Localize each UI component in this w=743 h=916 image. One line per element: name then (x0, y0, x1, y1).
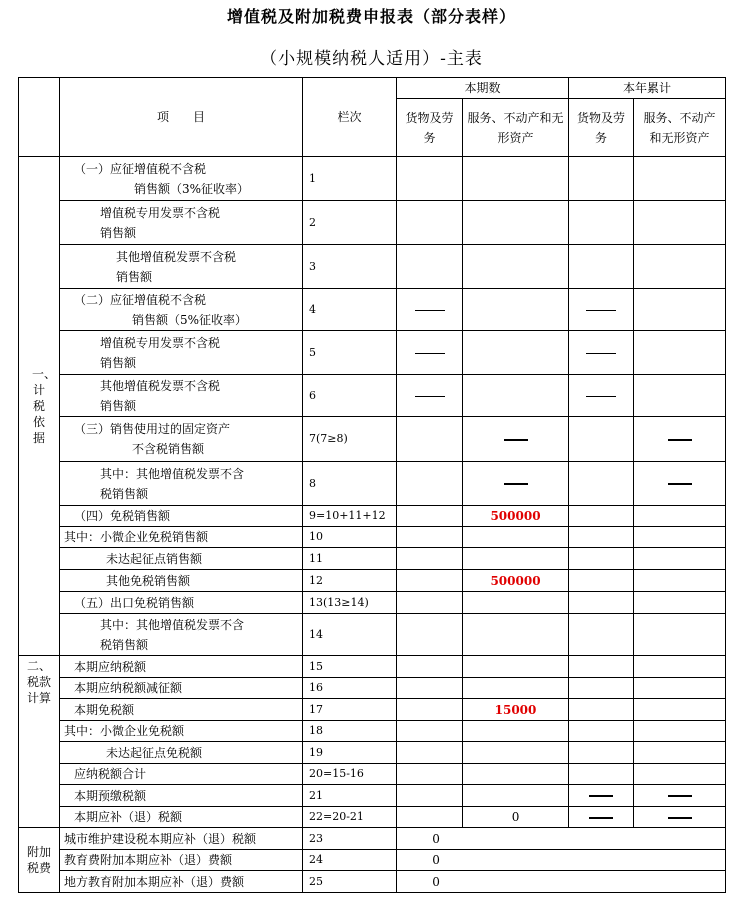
cell (634, 375, 726, 417)
row-lineno: 20=15-16 (303, 764, 397, 785)
cell (463, 201, 569, 245)
table-row-label: 其中：其他增值税发票不含 税销售额 (60, 614, 303, 656)
row-lineno: 24 (303, 850, 397, 871)
cell (463, 289, 569, 331)
header-services-current: 服务、不动产和无形资产 (463, 99, 569, 157)
row-lineno: 23 (303, 828, 397, 850)
cell (569, 614, 634, 656)
section-surcharges (19, 828, 60, 893)
cell (634, 157, 726, 201)
cell-dash (397, 289, 463, 331)
cell (397, 764, 463, 785)
table-row-label: 增值税专用发票不含税 销售额 (60, 331, 303, 375)
row-lineno: 3 (303, 245, 397, 289)
cell (634, 245, 726, 289)
cell (463, 157, 569, 201)
cell (463, 721, 569, 742)
cell (569, 764, 634, 785)
value-cell: 15000 (463, 699, 569, 721)
cell (569, 699, 634, 721)
cell (634, 527, 726, 548)
table-row-label: 未达起征点销售额 (60, 548, 303, 570)
row-lineno: 17 (303, 699, 397, 721)
dash-mark (504, 439, 528, 441)
row-lineno: 6 (303, 375, 397, 417)
cell (397, 417, 463, 462)
cell (634, 331, 726, 375)
cell (569, 548, 634, 570)
header-lineno: 栏次 (303, 78, 397, 157)
dash-mark (668, 795, 692, 797)
dash-mark (415, 396, 445, 397)
table-row-label: 应纳税额合计 (60, 764, 303, 785)
cell (634, 592, 726, 614)
row-lineno: 22=20-21 (303, 807, 397, 828)
cell (397, 699, 463, 721)
dash-mark (589, 795, 613, 797)
row-lineno: 19 (303, 742, 397, 764)
cell (634, 506, 726, 527)
header-goods-year: 货物及劳务 (569, 99, 634, 157)
table-row-label: 其中：其他增值税发票不含 税销售额 (60, 462, 303, 506)
dash-mark (668, 439, 692, 441)
cell (634, 699, 726, 721)
cell-dash (463, 462, 569, 506)
cell (634, 721, 726, 742)
row-lineno: 21 (303, 785, 397, 807)
table-row-label: 其他增值税发票不含税 销售额 (60, 375, 303, 417)
form-title: 增值税及附加税费申报表（部分表样） (226, 7, 516, 26)
cell (569, 506, 634, 527)
table-row-label: 教育费附加本期应补（退）费额 (60, 850, 303, 871)
value-cell: 0 (397, 871, 726, 893)
cell-dash (397, 375, 463, 417)
table-row-label: 本期应纳税额 (60, 656, 303, 678)
cell (463, 742, 569, 764)
cell (634, 614, 726, 656)
cell-dash (463, 417, 569, 462)
dash-mark (586, 396, 616, 397)
table-row-label: （三）销售使用过的固定资产 不含税销售额 (60, 417, 303, 462)
table-row-label: （四）免税销售额 (60, 506, 303, 527)
cell (569, 201, 634, 245)
table-row-label: 城市维护建设税本期应补（退）税额 (60, 828, 303, 850)
table-row-label: （一）应征增值税不含税 销售额（3%征收率） (60, 157, 303, 201)
dash-mark (415, 353, 445, 354)
cell (569, 592, 634, 614)
cell (397, 614, 463, 656)
row-lineno: 1 (303, 157, 397, 201)
cell (569, 157, 634, 201)
dash-mark (589, 817, 613, 819)
row-lineno: 10 (303, 527, 397, 548)
tax-return-table (18, 77, 726, 893)
cell (397, 157, 463, 201)
cell (397, 506, 463, 527)
cell (397, 570, 463, 592)
cell (463, 785, 569, 807)
row-lineno: 11 (303, 548, 397, 570)
header-current-period: 本期数 (397, 78, 569, 99)
cell-dash (634, 785, 726, 807)
cell (397, 678, 463, 699)
section-tax-calc (19, 656, 60, 828)
cell (569, 678, 634, 699)
header-services-year: 服务、不动产和无形资产 (634, 99, 726, 157)
section-tax-calc-label: 二、税款计算 (26, 659, 51, 705)
row-lineno: 25 (303, 871, 397, 893)
cell (569, 570, 634, 592)
cell (463, 614, 569, 656)
value-cell: 0 (397, 828, 726, 850)
value-cell: 0 (397, 850, 726, 871)
value-cell: 500000 (463, 570, 569, 592)
row-lineno: 4 (303, 289, 397, 331)
cell (463, 245, 569, 289)
dash-mark (415, 310, 445, 311)
cell (569, 417, 634, 462)
cell (569, 656, 634, 678)
row-lineno: 18 (303, 721, 397, 742)
row-lineno: 8 (303, 462, 397, 506)
cell (397, 721, 463, 742)
cell (569, 721, 634, 742)
cell-dash (569, 289, 634, 331)
cell (569, 462, 634, 506)
cell (397, 245, 463, 289)
cell (397, 462, 463, 506)
header-item: 项 目 (60, 78, 303, 157)
cell (634, 201, 726, 245)
cell (463, 527, 569, 548)
row-lineno: 2 (303, 201, 397, 245)
cell (634, 656, 726, 678)
cell (634, 548, 726, 570)
row-lineno: 16 (303, 678, 397, 699)
cell-dash (569, 807, 634, 828)
table-row-label: 其中：小微企业免税额 (60, 721, 303, 742)
value-cell: 0 (463, 807, 569, 828)
row-lineno: 9=10+11+12 (303, 506, 397, 527)
row-lineno: 13(13≥14) (303, 592, 397, 614)
table-row-label: 本期免税额 (60, 699, 303, 721)
cell (463, 375, 569, 417)
row-lineno: 7(7≥8) (303, 417, 397, 462)
cell (463, 656, 569, 678)
table-row-label: 其他增值税发票不含税 销售额 (60, 245, 303, 289)
table-row-label: 未达起征点免税额 (60, 742, 303, 764)
cell (634, 764, 726, 785)
cell-dash (634, 417, 726, 462)
table-row-label: 其他免税销售额 (60, 570, 303, 592)
cell (397, 785, 463, 807)
cell-dash (397, 331, 463, 375)
cell (634, 678, 726, 699)
table-row-label: 地方教育附加本期应补（退）费额 (60, 871, 303, 893)
header-year-total: 本年累计 (569, 78, 726, 99)
table-row-label: 本期应纳税额减征额 (60, 678, 303, 699)
table-row-label: （五）出口免税销售额 (60, 592, 303, 614)
table-row-label: 本期预缴税额 (60, 785, 303, 807)
cell (397, 656, 463, 678)
value-cell: 500000 (463, 506, 569, 527)
section-cell-1-header (19, 78, 60, 157)
cell (569, 245, 634, 289)
cell (463, 678, 569, 699)
cell (397, 592, 463, 614)
section-tax-basis-label: 一、计税依据 (32, 367, 57, 445)
dash-mark (504, 483, 528, 485)
section-surcharges-label: 附加税费 (26, 845, 51, 875)
dash-mark (668, 817, 692, 819)
cell (463, 331, 569, 375)
table-row-label: 其中：小微企业免税销售额 (60, 527, 303, 548)
cell-dash (569, 375, 634, 417)
section-tax-basis (19, 157, 60, 656)
cell (634, 742, 726, 764)
dash-mark (586, 353, 616, 354)
cell (397, 201, 463, 245)
cell (397, 742, 463, 764)
table-row-label: 增值税专用发票不含税 销售额 (60, 201, 303, 245)
cell (634, 570, 726, 592)
row-lineno: 14 (303, 614, 397, 656)
cell (463, 764, 569, 785)
cell (397, 548, 463, 570)
cell-dash (569, 785, 634, 807)
form-subtitle: （小规模纳税人适用）-主表 (260, 49, 483, 69)
cell (397, 807, 463, 828)
row-lineno: 5 (303, 331, 397, 375)
cell-dash (634, 807, 726, 828)
table-row-label: （二）应征增值税不含税 销售额（5%征收率） (60, 289, 303, 331)
row-lineno: 15 (303, 656, 397, 678)
cell (463, 592, 569, 614)
cell (634, 289, 726, 331)
row-lineno: 12 (303, 570, 397, 592)
dash-mark (586, 310, 616, 311)
cell-dash (634, 462, 726, 506)
dash-mark (668, 483, 692, 485)
cell (569, 742, 634, 764)
cell-dash (569, 331, 634, 375)
table-row-label: 本期应补（退）税额 (60, 807, 303, 828)
cell (463, 548, 569, 570)
cell (569, 527, 634, 548)
header-goods-current: 货物及劳务 (397, 99, 463, 157)
cell (397, 527, 463, 548)
